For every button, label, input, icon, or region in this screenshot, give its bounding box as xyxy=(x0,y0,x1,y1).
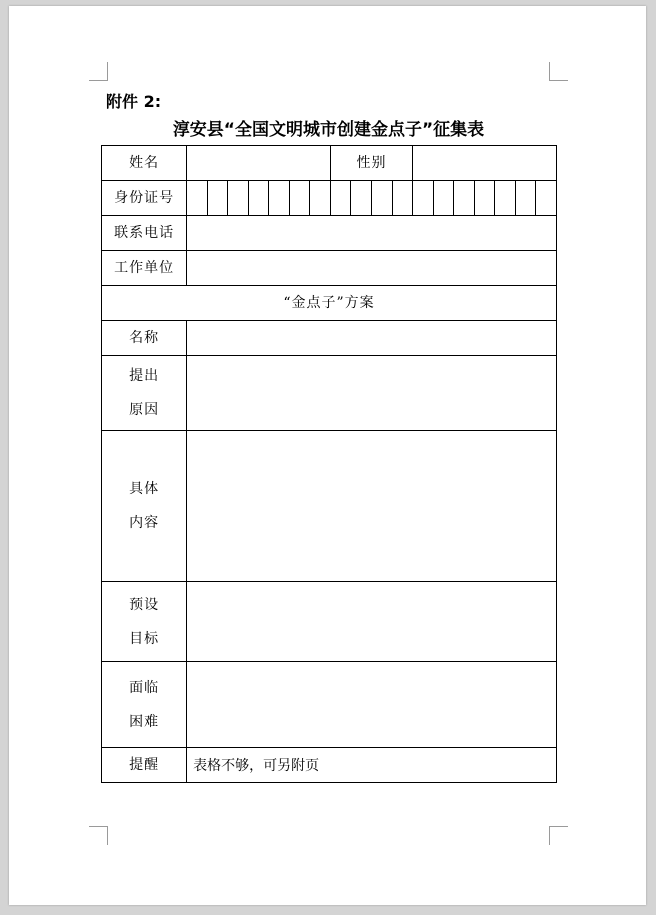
crop-mark-bottom-left xyxy=(89,826,108,845)
name-label: 姓名 xyxy=(129,155,160,171)
goal-label-line-2: 目标 xyxy=(129,630,160,647)
reason-input-cell[interactable] xyxy=(187,356,557,431)
reason-label-line-1: 提出 xyxy=(129,368,160,384)
row-section-title xyxy=(102,286,557,321)
id-digit-cell[interactable] xyxy=(289,181,310,216)
name-label-cell xyxy=(102,146,187,181)
id-digit-cell[interactable] xyxy=(187,181,208,216)
id-digit-cell[interactable] xyxy=(536,181,557,216)
content-label-line-2: 内容 xyxy=(129,515,160,531)
work-label: 工作单位 xyxy=(114,260,175,276)
id-digit-cell[interactable] xyxy=(454,181,475,216)
content-label-line-1: 具体 xyxy=(129,481,160,497)
section-title: “金点子”方案 xyxy=(283,295,375,311)
id-digit-cell[interactable] xyxy=(515,181,536,216)
id-label: 身份证号 xyxy=(114,190,175,206)
goal-input-cell[interactable] xyxy=(187,582,557,662)
content-label-cell xyxy=(102,431,187,582)
idea-name-label-cell xyxy=(102,321,187,356)
content-input-cell[interactable] xyxy=(187,431,557,582)
row-content xyxy=(102,431,557,582)
row-reason xyxy=(102,356,557,431)
difficulty-label-cell xyxy=(102,662,187,748)
reminder-label-cell xyxy=(102,748,187,783)
section-title-cell xyxy=(102,286,557,321)
phone-input-cell[interactable] xyxy=(187,216,557,251)
id-digit-cell[interactable] xyxy=(207,181,228,216)
difficulty-label-line-2: 困难 xyxy=(129,713,160,730)
collection-form-table xyxy=(101,145,557,783)
reason-label-cell xyxy=(102,356,187,431)
row-reminder xyxy=(102,748,557,783)
row-goal xyxy=(102,582,557,662)
id-label-cell xyxy=(102,181,187,216)
row-name-gender xyxy=(102,146,557,181)
id-digit-cell[interactable] xyxy=(392,181,413,216)
row-id-number xyxy=(102,181,557,216)
id-digit-cell[interactable] xyxy=(269,181,290,216)
gender-input-cell[interactable] xyxy=(413,146,557,181)
reminder-text: 表格不够，可另附页 xyxy=(193,758,320,774)
document-page xyxy=(9,6,646,905)
work-label-cell xyxy=(102,251,187,286)
id-digit-cell[interactable] xyxy=(495,181,516,216)
crop-mark-bottom-right xyxy=(549,826,568,845)
idea-name-input-cell[interactable] xyxy=(187,321,557,356)
work-input-cell[interactable] xyxy=(187,251,557,286)
row-idea-name xyxy=(102,321,557,356)
idea-name-label: 名称 xyxy=(129,330,160,346)
difficulty-label-line-1: 面临 xyxy=(129,679,160,696)
phone-label-cell xyxy=(102,216,187,251)
id-digit-cell[interactable] xyxy=(310,181,331,216)
id-digit-cell[interactable] xyxy=(248,181,269,216)
row-phone xyxy=(102,216,557,251)
form-title: 淳安县“全国文明城市创建金点子”征集表 xyxy=(172,120,485,140)
name-input-cell[interactable] xyxy=(187,146,331,181)
crop-mark-top-right xyxy=(549,62,568,81)
attachment-label: 附件 2: xyxy=(106,92,162,111)
gender-label: 性别 xyxy=(356,155,387,171)
crop-mark-top-left xyxy=(89,62,108,81)
id-digit-cell[interactable] xyxy=(413,181,434,216)
id-digit-cell[interactable] xyxy=(433,181,454,216)
reason-label-line-2: 原因 xyxy=(129,402,160,418)
phone-label: 联系电话 xyxy=(114,225,175,241)
row-work-unit xyxy=(102,251,557,286)
reminder-text-cell xyxy=(187,748,557,783)
gender-label-cell xyxy=(330,146,412,181)
id-digit-cell[interactable] xyxy=(351,181,372,216)
goal-label-line-1: 预设 xyxy=(129,596,160,613)
id-digit-cell[interactable] xyxy=(228,181,249,216)
id-digit-cell[interactable] xyxy=(371,181,392,216)
id-digit-cell[interactable] xyxy=(330,181,351,216)
reminder-label: 提醒 xyxy=(129,757,160,773)
row-difficulty xyxy=(102,662,557,748)
difficulty-input-cell[interactable] xyxy=(187,662,557,748)
goal-label-cell xyxy=(102,582,187,662)
id-digit-cell[interactable] xyxy=(474,181,495,216)
